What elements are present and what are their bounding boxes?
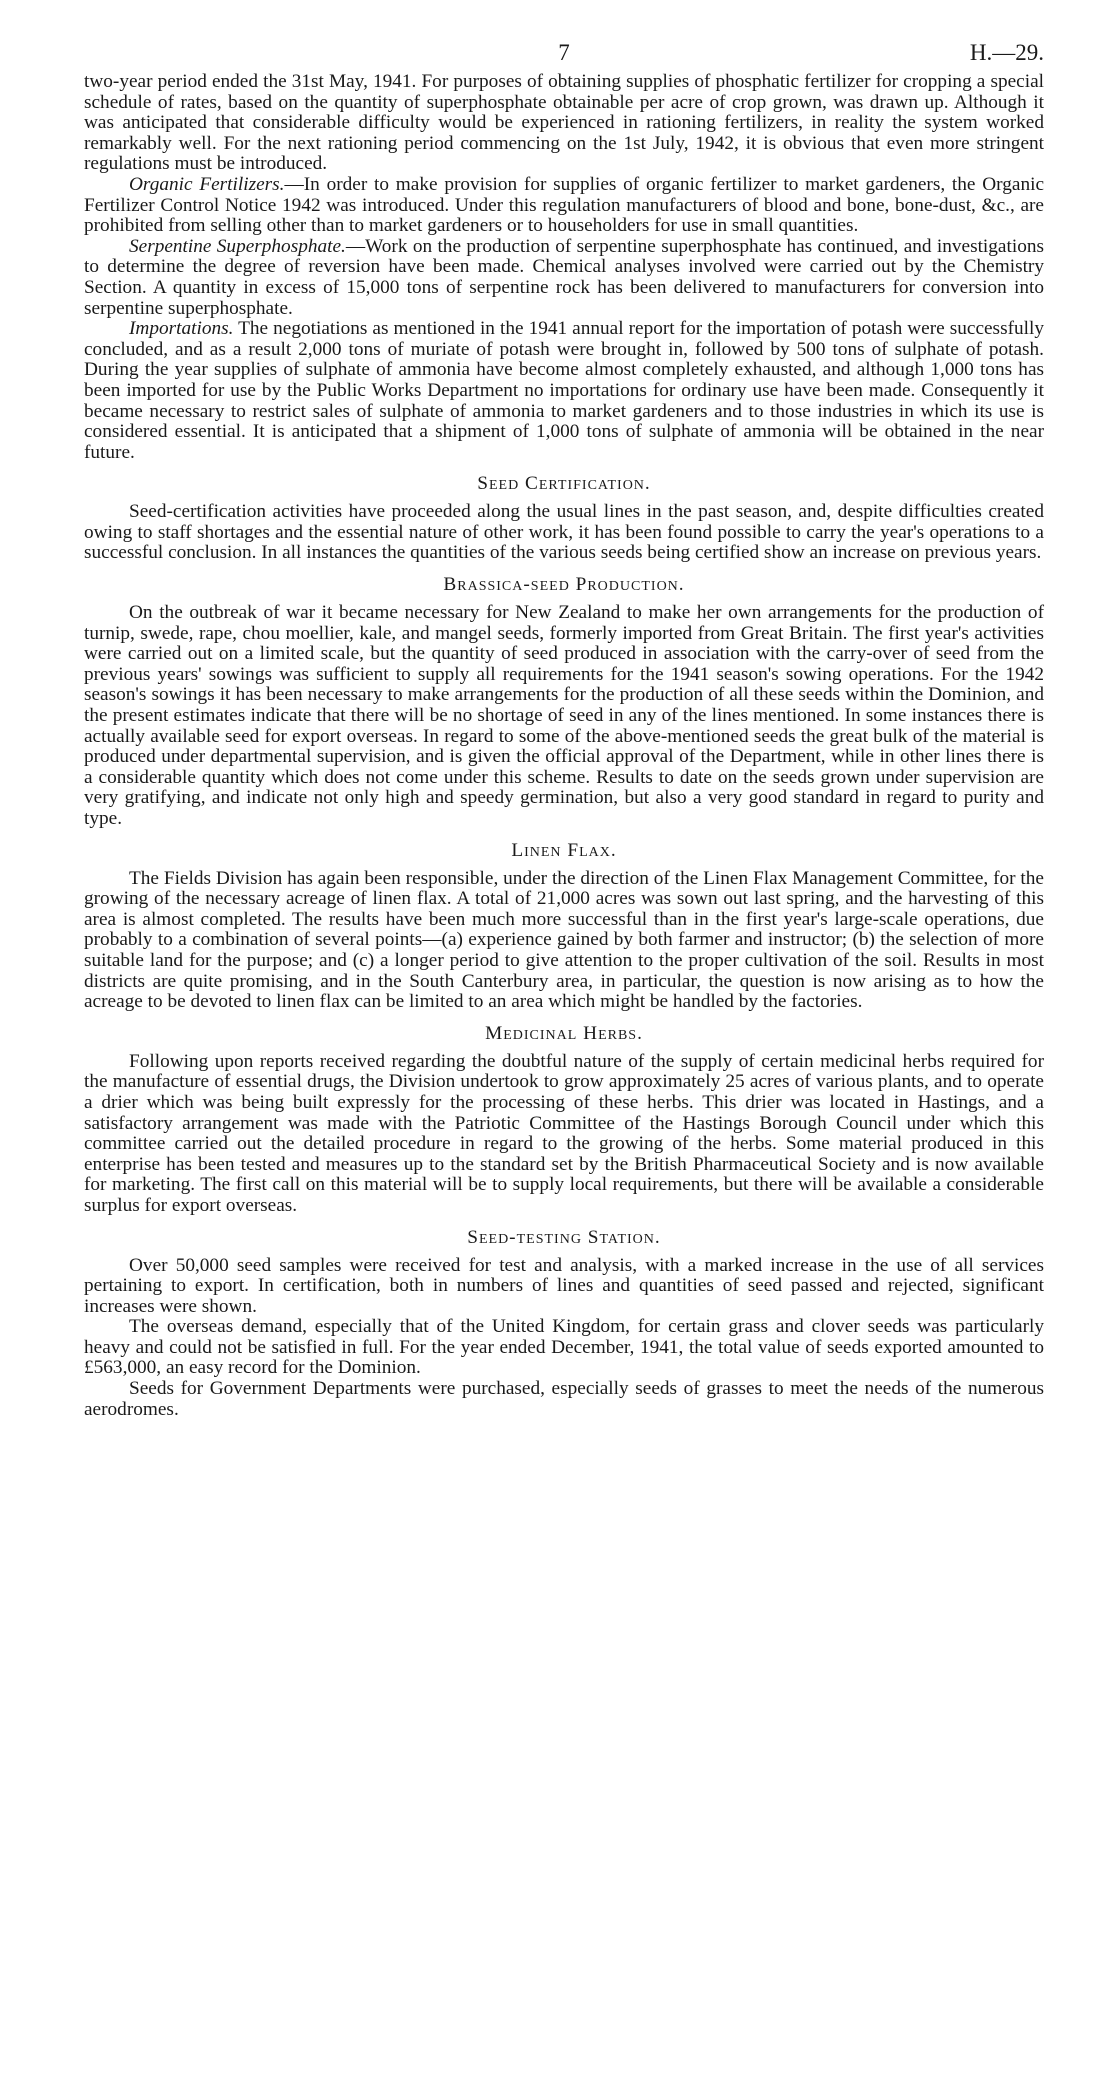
importations-paragraph: [84, 319, 1044, 463]
document-reference: H.—29.: [969, 40, 1044, 65]
document-page: [84, 40, 1044, 1420]
brassica-paragraph: On the outbreak of war it became necessary for New Zealand to make her own arrangements for the production of turnip, swede, rape, chou moellier, kale, and mangel seeds, formerly imported from Great Britain. The first year's activities were carried out on a limited scale, but the quantity of seed produced in association with the carry-over of seed from the previous years' sowings was sufficient to supply all requirements for the 1941 season's sowing operations. For the 1942 season's sowings it has been necessary to make arrangements for the production of all these seeds within the Dominion, and the present estimates indicate that there will be no shortage of seed in any of the lines mentioned. In some instances there is actually available seed for export overseas. In regard to some of the above-mentioned seeds the great bulk of the material is produced under departmental supervision, and is given the official approval of the Department, while in other lines there is a considerable quantity which does not come under this scheme. Results to date on the seeds grown under supervision are very gratifying, and indicate not only high and speedy germination, but also a very good standard in regard to purity and type.: [84, 602, 1044, 829]
medicinal-herbs-paragraph: Following upon reports received regarding the doubtful nature of the supply of certain medicinal herbs required for the manufacture of essential drugs, the Division undertook to grow approximately 25 acres of various plants, and to operate a drier which was being built expressly for the processing of these herbs. This drier was located in Hastings, and a satisfactory arrangement was made with the Patriotic Committee of the Hastings Borough Council under which this committee carried out the detailed procedure in regard to the growing of the herbs. Some material produced in this enterprise has been tested and measures up to the standard set by the British Pharmaceutical Society and is now available for marketing. The first call on this material will be to supply local requirements, but there will be available a considerable surplus for export overseas.: [84, 1050, 1044, 1216]
seed-certification-heading: Seed Certification.: [477, 473, 651, 495]
organic-fertilizers-text: —In order to make provision for supplies of organic fertilizer to market gardeners, the Organic Fertilizer Control Notice 1942 was introduced. Under this regulation manufacturers of blood and bone, bone-dust, &c., are prohibited from selling other than to market gardeners or to householders for use in small quantities.: [84, 173, 1044, 237]
medicinal-herbs-heading: Medicinal Herbs.: [485, 1022, 643, 1044]
intro-paragraph: two-year period ended the 31st May, 1941. For purposes of obtaining supplies of phosphatic fertilizer for cropping a special schedule of rates, based on the quantity of superphosphate obtainable per acre of crop grown, was drawn up. Although it was anticipated that considerable difficulty would be experienced in rationing fertilizers, in reality the system worked remarkably well. For the next rationing period commencing on the 1st July, 1942, it is obvious that even more stringent regulations must be introduced.: [84, 71, 1044, 175]
page-number: 7: [558, 40, 570, 65]
seed-testing-heading: Seed-testing Station.: [467, 1226, 661, 1248]
linen-flax-paragraph: The Fields Division has again been responsible, under the direction of the Linen Flax Management Committee, for the growing of the necessary acreage of linen flax. A total of 21,000 acres was sown out last spring, and the harvesting of this area is almost completed. The results have been much more successful than in the first year's large-scale operations, due probably to a combination of several points—(a) experience gained by both farmer and instructor; (b) the selection of more suitable land for the purpose; and (c) a longer period to give attention to the proper cultivation of the soil. Results in most districts are quite promising, and in the South Canterbury area, in particular, the question is now arising as to how the acreage to be devoted to linen flax can be limited to an area which might be handled by the factories.: [84, 867, 1044, 1013]
linen-flax-heading: Linen Flax.: [511, 839, 617, 861]
seed-certification-paragraph: Seed-certification activities have proceeded along the usual lines in the past season, and, despite difficulties created owing to staff shortages and the essential nature of other work, it has been found possible to carry the year's operations to a successful conclusion. In all instances the quantities of the various seeds being certified show an increase on previous years.: [84, 501, 1044, 564]
importations-heading: Importations.: [129, 318, 234, 340]
page-header: [84, 40, 1044, 72]
importations-text: The negotiations as mentioned in the 1941 annual report for the importation of potash were successfully concluded, and as a result 2,000 tons of muriate of potash were brought in, followed by 500 tons of sulphate of potash. During the year supplies of sulphate of ammonia have become almost completely exhausted, and although 1,000 tons has been imported for use by the Public Works Department no importations for ordinary use have been made. Consequently it became necessary to restrict sales of sulphate of ammonia to market gardeners and to those industries in which its use is considered essential. It is anticipated that a shipment of 1,000 tons of sulphate of ammonia will be obtained in the near future.: [84, 318, 1044, 463]
serpentine-text: —Work on the production of serpentine superphosphate has continued, and investigations to determine the degree of reversion have been made. Chemical analyses involved were carried out by the Chemistry Section. A quantity in excess of 15,000 tons of serpentine rock has been delivered to manufacturers for conversion into serpentine superphosphate.: [84, 235, 1044, 319]
seed-testing-paragraph-3: Seeds for Government Departments were purchased, especially seeds of grasses to meet the needs of the numerous aerodromes.: [84, 1378, 1044, 1420]
serpentine-paragraph: [84, 237, 1044, 319]
serpentine-heading: Serpentine Superphosphate.: [129, 235, 346, 257]
organic-fertilizers-heading: Organic Fertilizers.: [129, 173, 285, 195]
brassica-heading: Brassica-seed Production.: [443, 574, 685, 596]
seed-testing-paragraph-2: The overseas demand, especially that of the United Kingdom, for certain grass and clover seeds was particularly heavy and could not be satisfied in full. For the year ended December, 1941, the total value of seeds exported amounted to £563,000, an easy record for the Dominion.: [84, 1316, 1044, 1379]
organic-fertilizers-paragraph: [84, 175, 1044, 237]
seed-testing-paragraph-1: Over 50,000 seed samples were received for test and analysis, with a marked increase in the use of all services pertaining to export. In certification, both in numbers of lines and quantities of seed passed and rejected, significant increases were shown.: [84, 1254, 1044, 1317]
